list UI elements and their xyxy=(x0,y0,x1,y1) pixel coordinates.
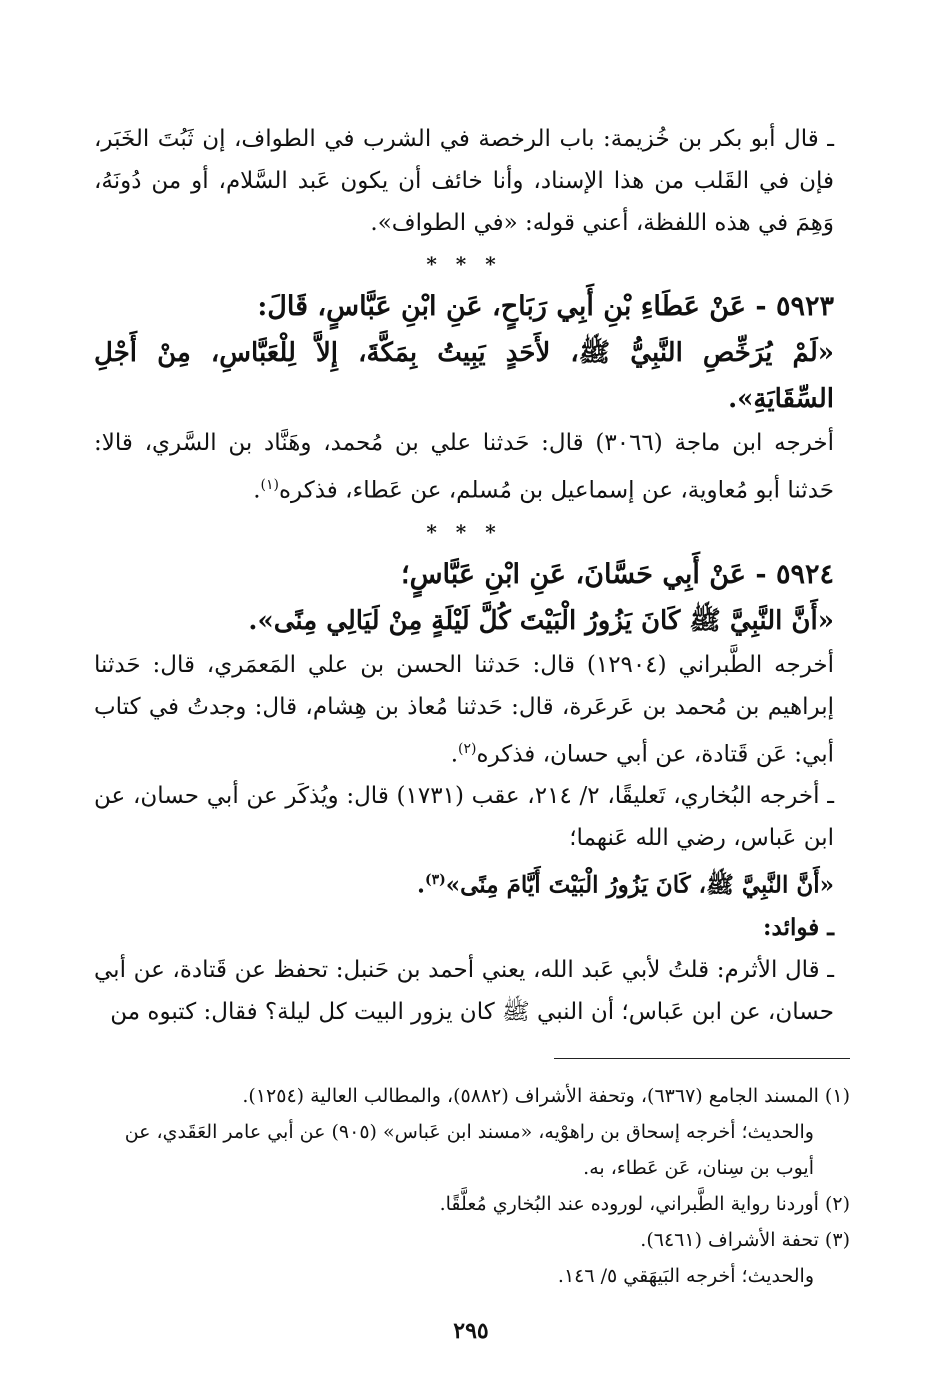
athram-paragraph: ـ قال الأثرم: قلتُ لأبي عَبد الله، يعني أحمد بن حَنبل: تحفظ عن قَتادة، عن أبي حسان، عن ابن عَباس؛ أن النبي ﷺ كان يزور البيت كل ليلة؟ فقال: كتبوه من xyxy=(94,956,834,1025)
footnote-ref-3: (٣) xyxy=(424,872,446,889)
fawaid-heading: ـ فوائد: xyxy=(763,913,834,941)
footnote-2: (٢) أوردنا رواية الطَّبراني، لوروده عند البُخاري مُعلَّقًا. xyxy=(439,1193,850,1215)
section-separator: * * * xyxy=(426,252,502,276)
footnotes xyxy=(98,1078,850,1294)
takhrij-text: أخرجه الطَّبراني (١٢٩٠٤) قال: حَدثنا الحسن بن علي المَعمَري، قال: حَدثنا إبراهيم بن مُحمد بن عَرعَرة، قال: حَدثنا مُعاذ بن هِشام، قال: وجدتُ في كتاب أبي: عَن قَتادة، عن أبي حسان، فذكره xyxy=(94,651,834,768)
footnote-ref-1: (١) xyxy=(260,477,279,493)
hadith-5923-heading: ٥٩٢٣ - عَنْ عَطَاءِ بْنِ أَبِي رَبَاحٍ، عَنِ ابْنِ عَبَّاسٍ، قَالَ: xyxy=(257,291,834,322)
hadith-5924-heading: ٥٩٢٤ - عَنْ أَبِي حَسَّانَ، عَنِ ابْنِ عَبَّاسٍ؛ xyxy=(400,558,834,590)
hadith-5924-takhrij: أخرجه الطَّبراني (١٢٩٠٤) قال: حَدثنا الحسن بن علي المَعمَري، قال: حَدثنا إبراهيم بن مُحمد بن عَرعَرة، قال: حَدثنا مُعاذ بن هِشام، قال: وجدتُ في كتاب أبي: عَن قَتادة، عن أبي حسان، فذكره$^{(٢)}$. xyxy=(94,651,834,768)
bukhari-hadith-text: «أَنَّ النَّبِيَّ ﷺ، كَانَ يَزُورُ الْبَيْتَ أَيَّامَ مِنًى»$^{(٣)}$. xyxy=(416,871,834,899)
footnote-3: (٣) تحفة الأشراف (٦٤٦١). xyxy=(640,1229,850,1251)
ibn-khuzaymah-paragraph: ـ قال أبو بكر بن خُزيمة: باب الرخصة في الشرب في الطواف، إن ثَبُتَ الخَبَر، فإن في القَلب من هذا الإسناد، وأنا خائف أن يكون عَبد السَّلام، أو من دُونَهُ، وَهِمَ في هذه اللفظة، أعني قوله: «في الطواف». xyxy=(94,126,834,236)
footnote-1-continuation: والحديث؛ أخرجه إسحاق بن راهوْيه، «مسند ابن عَباس» (٩٠٥) عن أبي عامر العَقَدي، عن أيوب بن سِنان، عَن عَطاء، به. xyxy=(124,1121,814,1179)
hadith-5923-takhrij: أخرجه ابن ماجة (٣٠٦٦) قال: حَدثنا علي بن مُحمد، وهَنَّاد بن السَّري، قالا: حَدثنا أبو مُعاوية، عن إسماعيل بن مُسلم، عن عَطاء، فذكره$^{(١)}$. xyxy=(94,430,834,504)
hadith-5924-text: «أَنَّ النَّبِيَّ ﷺ كَانَ يَزُورُ الْبَيْتَ كُلَّ لَيْلَةٍ مِنْ لَيَالِي مِنًى». xyxy=(248,605,834,636)
takhrij-text: أخرجه ابن ماجة (٣٠٦٦) قال: حَدثنا علي بن مُحمد، وهَنَّاد بن السَّري، قالا: حَدثنا أبو مُعاوية، عن إسماعيل بن مُسلم، عن عَطاء، فذكره xyxy=(94,430,834,504)
bukhari-intro: ـ أخرجه البُخاري، تَعليقًا، ٢/ ٢١٤، عقب (١٧٣١) قال: ويُذكَر عن أبي حسان، عن ابن عَباس، رضي الله عَنهما؛ xyxy=(94,783,834,852)
bukhari-text: «أَنَّ النَّبِيَّ ﷺ، كَانَ يَزُورُ الْبَيْتَ أَيَّامَ مِنًى» xyxy=(445,871,834,899)
footnote-1: (١) المسند الجامع (٦٣٦٧)، وتحفة الأشراف (٥٨٨٢)، والمطالب العالية (١٢٥٤). xyxy=(242,1085,850,1107)
footnote-divider xyxy=(554,1058,850,1059)
section-separator: * * * xyxy=(426,519,502,544)
main-text xyxy=(94,118,834,1033)
hadith-5923-text: «لَمْ يُرَخِّصِ النَّبِيُّ ﷺ، لأَحَدٍ يَبِيتُ بِمَكَّةَ، إِلاَّ لِلْعَبَّاسِ، مِنْ أَجْلِ السِّقَايَةِ». xyxy=(94,338,834,414)
footnote-3-continuation: والحديث؛ أخرجه البَيهَقي ٥/ ١٤٦. xyxy=(557,1265,814,1287)
page-number: ٢٩٥ xyxy=(453,1318,489,1344)
footnote-ref-2: (٢) xyxy=(458,740,477,757)
